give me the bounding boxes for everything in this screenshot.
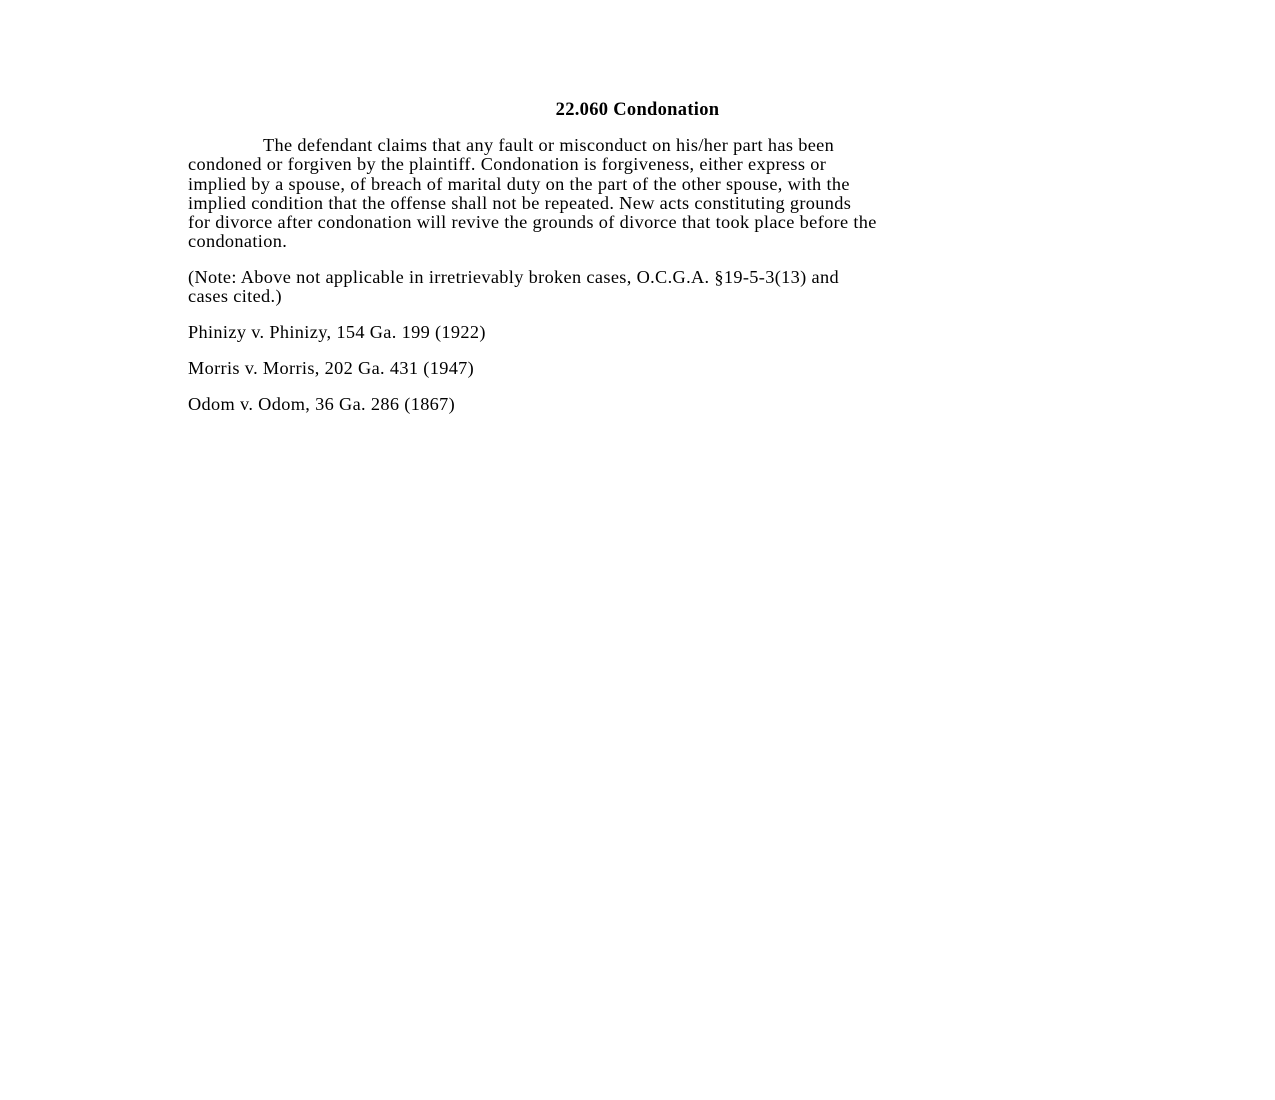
body-line: The defendant claims that any fault or misconduct on his/her part has been xyxy=(263,135,835,155)
citation-phinizy: Phinizy v. Phinizy, 154 Ga. 199 (1922) xyxy=(188,322,486,342)
body-line: condoned or forgiven by the plaintiff. Condonation is forgiveness, either express or xyxy=(188,154,827,175)
page-title: 22.060 Condonation xyxy=(555,100,720,120)
body-line: implied condition that the offense shall not be repeated. New acts constituting grounds xyxy=(188,192,852,213)
body-line: for divorce after condonation will revive the grounds of divorce that took place before the xyxy=(188,212,877,233)
body-paragraph xyxy=(188,136,1098,252)
body-line: implied by a spouse, of breach of marital duty on the part of the other spouse, with the xyxy=(188,173,850,194)
body-line: condonation. xyxy=(188,231,288,252)
citation-morris: Morris v. Morris, 202 Ga. 431 (1947) xyxy=(188,358,475,378)
note-line: (Note: Above not applicable in irretrievably broken cases, O.C.G.A. §19-5-3(13) and xyxy=(188,267,839,287)
note-paragraph xyxy=(188,268,1098,307)
note-line: cases cited.) xyxy=(188,286,282,307)
citation-odom: Odom v. Odom, 36 Ga. 286 (1867) xyxy=(188,394,456,414)
